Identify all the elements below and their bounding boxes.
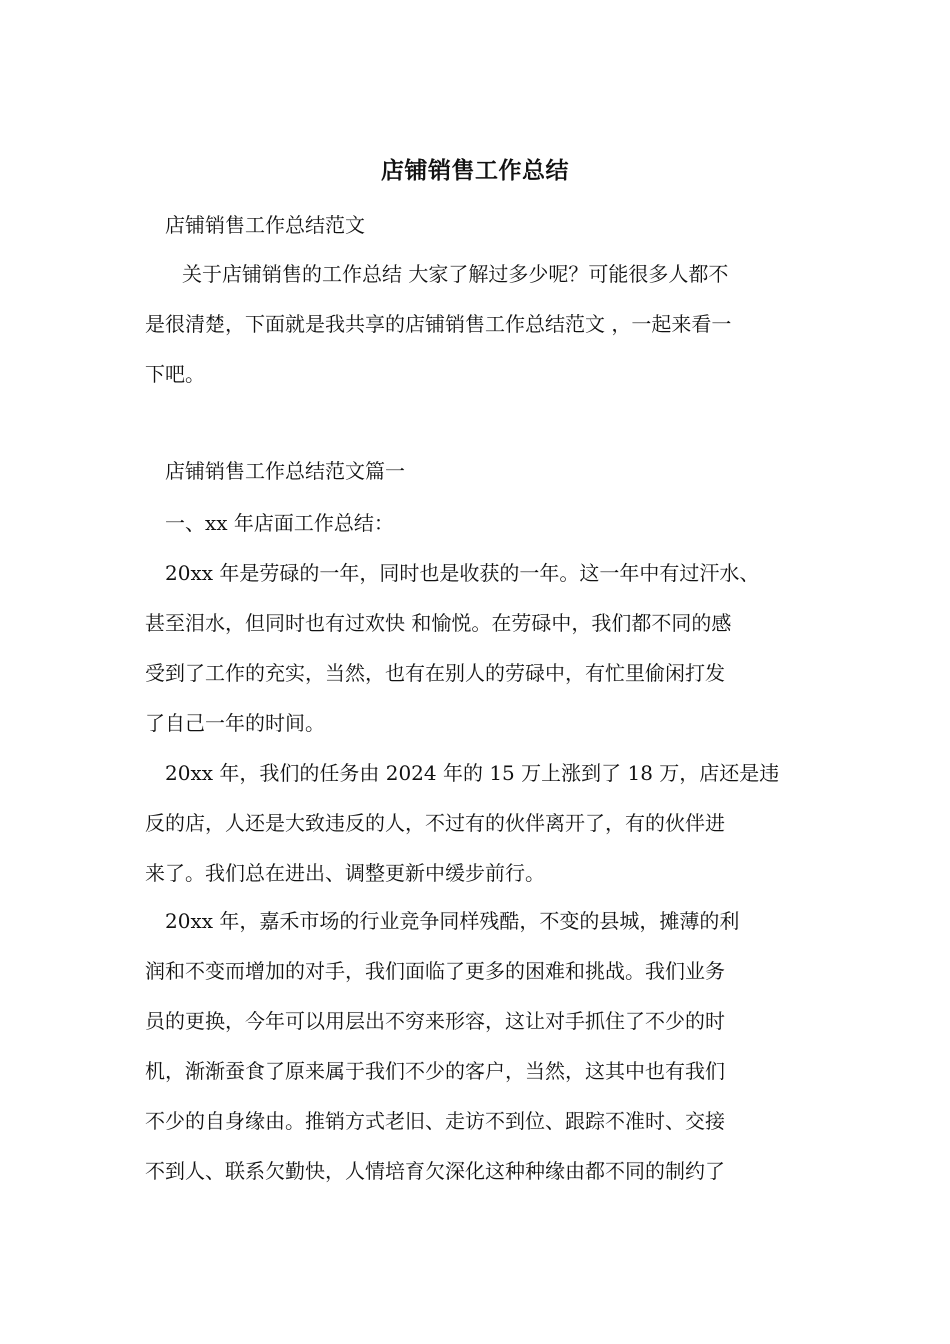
paragraph-3-line-2: 润和不变而增加的对手，我们面临了更多的困难和挑战。我们业务 bbox=[145, 959, 725, 983]
paragraph-1-line-3: 受到了工作的充实，当然，也有在别人的劳碌中，有忙里偷闲打发 bbox=[145, 661, 725, 685]
intro-line-3: 下吧。 bbox=[145, 362, 205, 386]
section-heading: 一、xx 年店面工作总结： bbox=[165, 511, 394, 535]
paragraph-1-line-4: 了自己一年的时间。 bbox=[145, 711, 325, 735]
paragraph-1-line-2: 甚至泪水，但同时也有过欢快 和愉悦。在劳碌中，我们都不同的感 bbox=[145, 611, 732, 635]
paragraph-2-line-2: 反的店，人还是大致违反的人，不过有的伙伴离开了，有的伙伴进 bbox=[145, 811, 725, 835]
paragraph-3-line-4: 机，渐渐蚕食了原来属于我们不少的客户，当然，这其中也有我们 bbox=[145, 1059, 725, 1083]
paragraph-2-line-3: 来了。我们总在进出、调整更新中缓步前行。 bbox=[145, 861, 545, 885]
section-title: 店铺销售工作总结范文篇一 bbox=[165, 459, 405, 483]
paragraph-1-line-1: 20xx 年是劳碌的一年，同时也是收获的一年。这一年中有过汗水、 bbox=[165, 561, 760, 585]
paragraph-3-line-1: 20xx 年，嘉禾市场的行业竞争同样残酷，不变的县城，摊薄的利 bbox=[165, 909, 740, 933]
paragraph-2-line-1: 20xx 年，我们的任务由 2024 年的 15 万上涨到了 18 万，店还是违 bbox=[165, 761, 780, 785]
paragraph-3-line-3: 员的更换，今年可以用层出不穷来形容，这让对手抓住了不少的时 bbox=[145, 1009, 725, 1033]
intro-line-1: 关于店铺销售的工作总结 大家了解过多少呢？可能很多人都不 bbox=[182, 262, 729, 286]
document-title: 店铺销售工作总结 bbox=[381, 158, 569, 184]
intro-line-2: 是很清楚，下面就是我共享的店铺销售工作总结范文 ，一起来看一 bbox=[145, 312, 732, 336]
paragraph-3-line-5: 不少的自身缘由。推销方式老旧、走访不到位、跟踪不准时、交接 bbox=[145, 1109, 725, 1133]
document-subtitle: 店铺销售工作总结范文 bbox=[165, 213, 365, 237]
paragraph-3-line-6: 不到人、联系欠勤快，人情培育欠深化这种种缘由都不同的制约了 bbox=[145, 1159, 725, 1183]
